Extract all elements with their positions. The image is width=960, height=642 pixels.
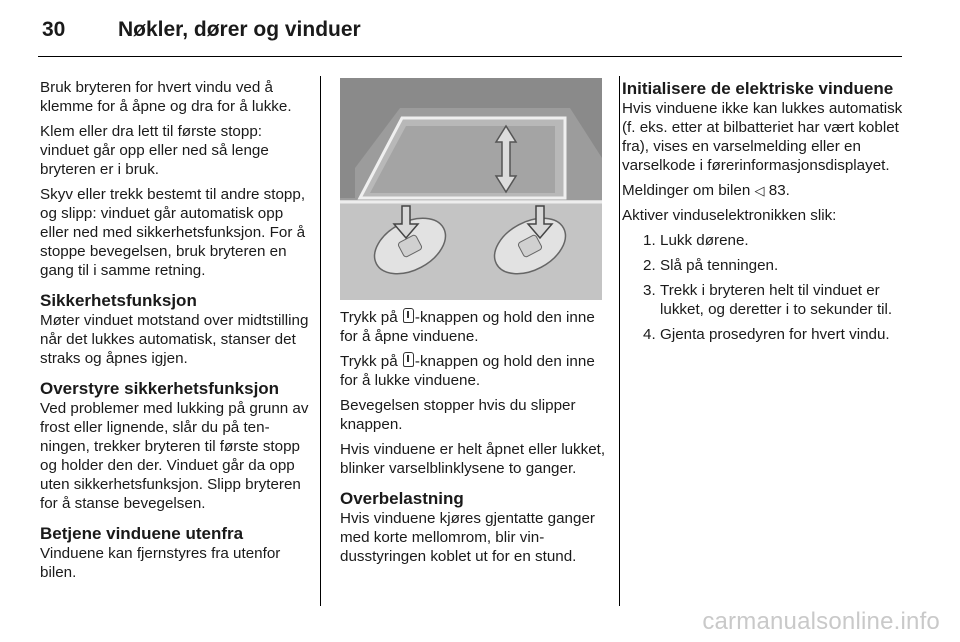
window-remote-illustration xyxy=(340,78,602,300)
paragraph: Ved problemer med lukking på grunn av frost eller lignende, slår du på tenningen, trekker bryteren til første stopp og holder den der. Vinduet går da opp uten sikkerhetsfunksjon. Slipp bryteren for å stanse bevegelsen. xyxy=(40,400,309,512)
column-divider xyxy=(619,76,620,606)
column-right xyxy=(622,78,904,350)
paragraph: Skyv eller trekk bestemt til andre stopp, og slipp: vinduet går automatisk opp eller ned med sikkerhetsfunksjon. For å stoppe bevegelsen, bruk bryteren en gang til i samme retning. xyxy=(40,186,306,279)
list-item: 4. Gjenta prosedyren for hvert vindu. xyxy=(643,326,890,343)
heading-outside: Betjene vinduene utenfra xyxy=(40,524,244,543)
paragraph: Hvis vinduene kjøres gjentatte ganger med korte mellomrom, blir vindusstyringen koblet ut for en stund. xyxy=(340,510,595,565)
heading-override: Overstyre sikkerhetsfunksjon xyxy=(40,379,280,398)
paragraph: Vinduene kan fjernstyres fra utenfor bilen. xyxy=(40,545,281,581)
paragraph: Bruk bryteren for hvert vindu ved å klemme for å åpne og dra for å lukke. xyxy=(40,79,292,115)
heading-initialize: Initialisere de elektriske vinduene xyxy=(622,79,894,98)
paragraph: Møter vinduet motstand over midtstilling når det lukkes automatisk, stanser det straks og åpnes igjen. xyxy=(40,312,309,367)
paragraph: Hvis vinduene er helt åpnet eller lukket, blinker varselblinklysene to ganger. xyxy=(340,441,606,477)
page-number: 30 xyxy=(42,18,66,41)
paragraph: Meldinger om bilen ◁ 83. xyxy=(622,182,790,199)
column-left xyxy=(40,78,312,588)
header-rule xyxy=(38,56,902,57)
paragraph: Hvis vinduene ikke kan lukkes automatisk (f. eks. etter at bilbatteriet har vært koblet fra), vises en varselmelding eller en varselkode i førerinformasjonsdisplayet. xyxy=(622,100,903,174)
column-middle xyxy=(340,78,608,572)
page-title: Nøkler, dører og vinduer xyxy=(118,18,361,41)
list-item: 3. Trekk i bryteren helt til vinduet er lukket, og deretter i to sekunder til. xyxy=(643,282,893,318)
list-item: 1. Lukk dørene. xyxy=(643,232,749,249)
unlock-key-icon xyxy=(403,308,414,323)
heading-safety: Sikkerhetsfunksjon xyxy=(40,291,197,310)
paragraph: Aktiver vinduselektronikken slik: xyxy=(622,207,837,224)
page-header xyxy=(38,14,922,54)
heading-overload: Overbelastning xyxy=(340,489,464,508)
paragraph: Bevegelsen stopper hvis du slipper knappen. xyxy=(340,397,576,433)
paragraph: Klem eller dra lett til første stopp: vinduet går opp eller ned så lenge bryteren er i bruk. xyxy=(40,123,269,178)
paragraph: Trykk på -knappen og hold den inne for å åpne vinduene. xyxy=(340,309,595,345)
page-reference-arrow-icon: ◁ xyxy=(754,183,765,198)
lock-key-icon xyxy=(403,352,414,367)
list-item: 2. Slå på tenningen. xyxy=(643,257,779,274)
watermark: carmanualsonline.info xyxy=(702,608,940,635)
paragraph: Trykk på -knappen og hold den inne for å lukke vinduene. xyxy=(340,353,595,389)
column-divider xyxy=(320,76,321,606)
steps-list xyxy=(622,231,904,344)
